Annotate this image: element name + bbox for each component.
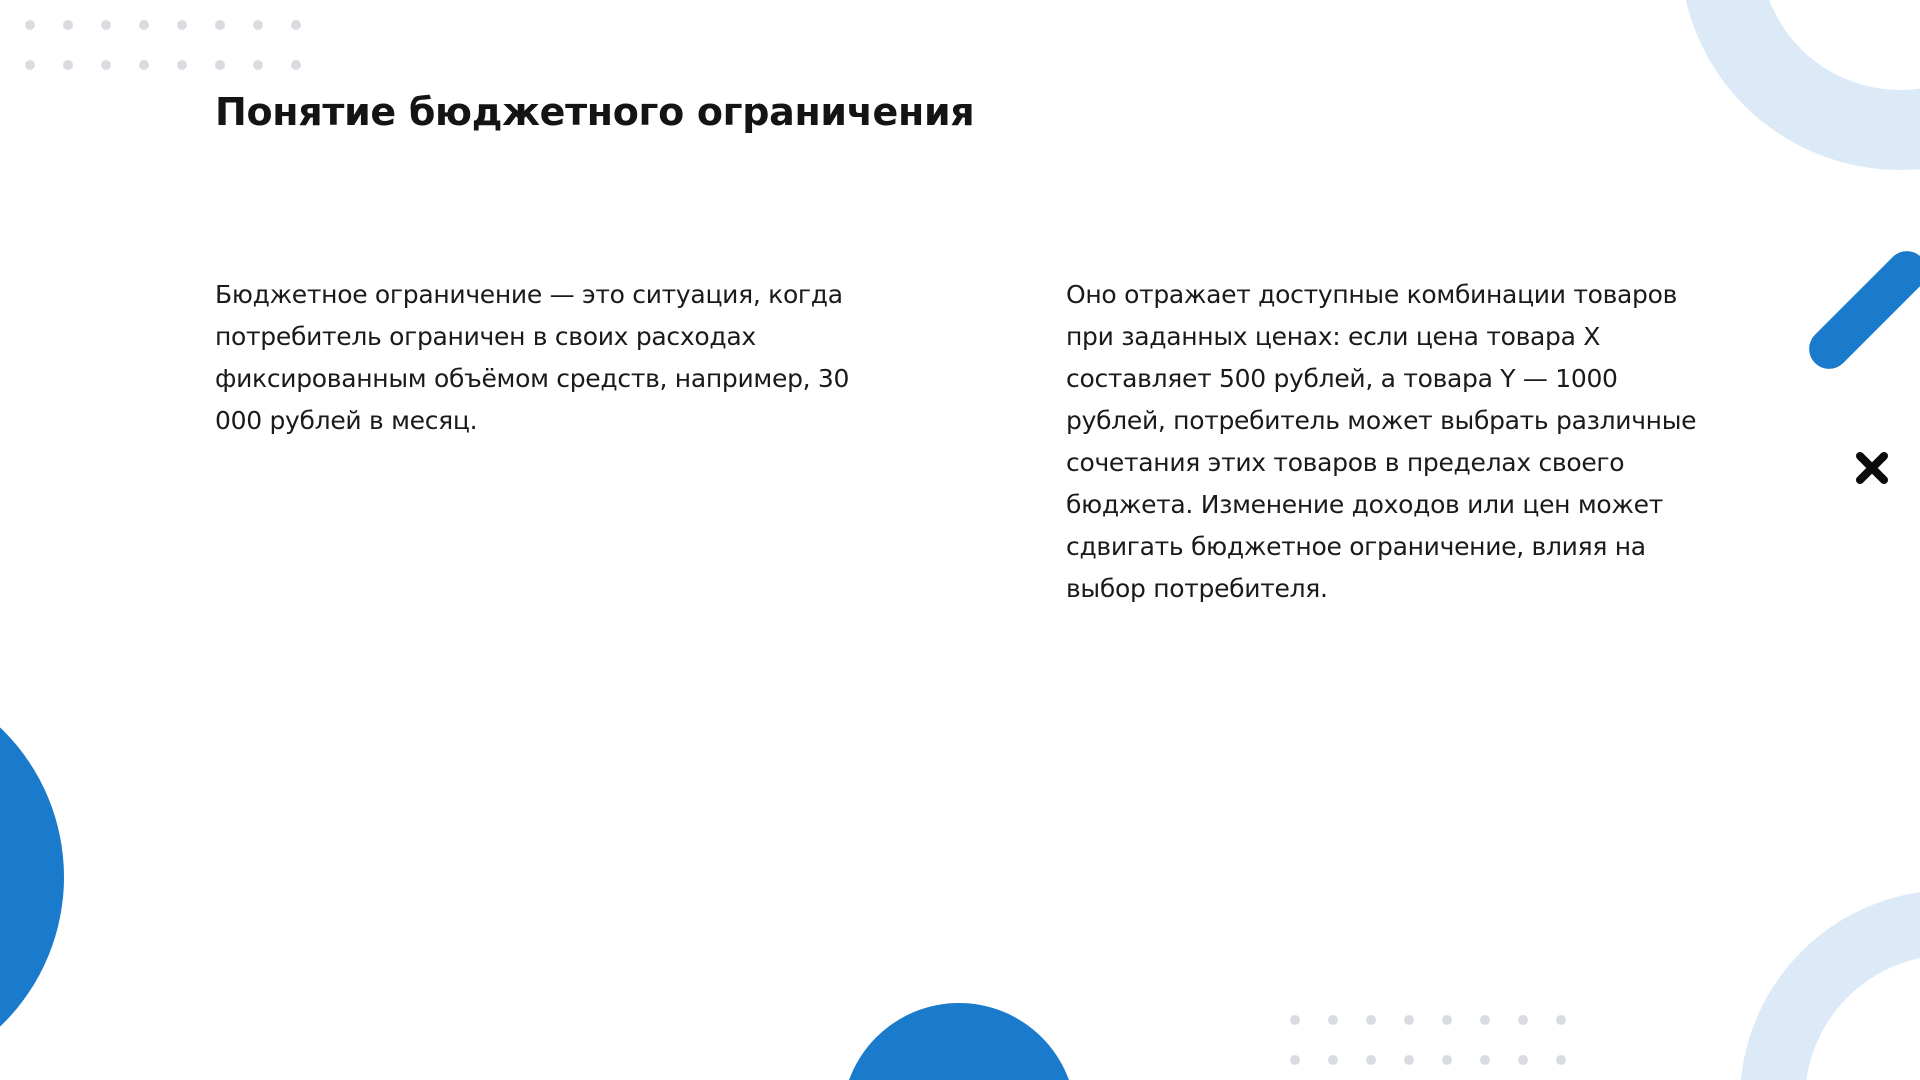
decorative-diagonal-bar [1801,243,1920,377]
dot [1328,1055,1338,1065]
slide-title: Понятие бюджетного ограничения [215,90,975,134]
dot [1290,1055,1300,1065]
dot [1442,1055,1452,1065]
dot [25,20,35,30]
dot [1518,1055,1528,1065]
dot [1404,1055,1414,1065]
dot [253,60,263,70]
dot [177,20,187,30]
dot [1556,1055,1566,1065]
dot [63,20,73,30]
dot [139,60,149,70]
dot [25,60,35,70]
decorative-circle-bottom [842,1003,1076,1080]
dot [1290,1015,1300,1025]
dot [139,20,149,30]
dot [291,20,301,30]
dot [63,60,73,70]
dot [1556,1015,1566,1025]
cross-icon [1852,448,1892,488]
dot [1442,1015,1452,1025]
dot [1480,1055,1490,1065]
dot [1328,1015,1338,1025]
decorative-ring-top-right [1680,0,1920,170]
dot [177,60,187,70]
dot-grid-top-left [25,20,301,70]
left-paragraph: Бюджетное ограничение — это ситуация, когда потребитель ограничен в своих расходах фиксированным объёмом средств, например, 30 000 рублей в месяц. [215,280,850,435]
dot [291,60,301,70]
dot [215,20,225,30]
dot [1366,1015,1376,1025]
dot [1518,1015,1528,1025]
dot [1480,1015,1490,1025]
dot [1404,1015,1414,1025]
dot [215,60,225,70]
dot-grid-bottom-right [1290,1015,1566,1065]
dot [1366,1055,1376,1065]
right-paragraph: Оно отражает доступные комбинации товаров при заданных ценах: если цена товара X составляет 500 рублей, а товара Y — 1000 рублей, потребитель может выбрать различные сочетания этих товаров в пределах своего бюджета. Изменение доходов или цен может сдвигать бюджетное ограничение, влияя на выбор потребителя. [1066,280,1697,603]
decorative-ring-bottom-right [1740,890,1920,1080]
dot [101,60,111,70]
dot [253,20,263,30]
decorative-circle-left [0,670,64,1080]
dot [101,20,111,30]
